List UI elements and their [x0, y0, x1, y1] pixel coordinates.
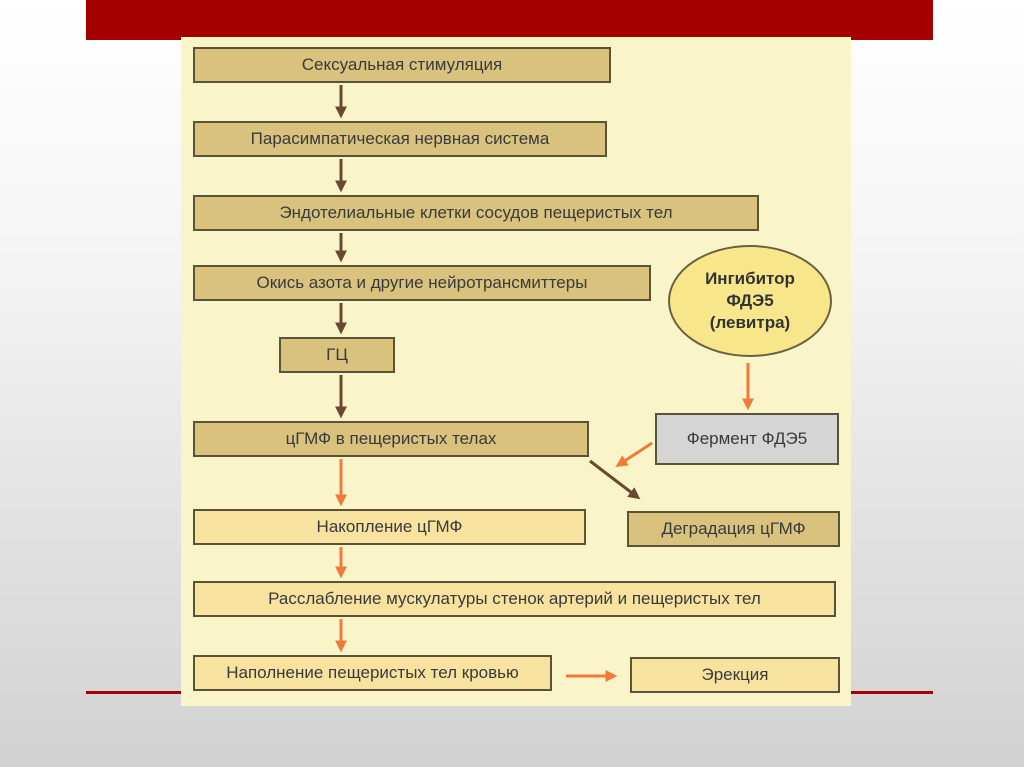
step-endothelial-cells: Эндотелиальные клетки сосудов пещеристых тел: [193, 195, 759, 231]
enzyme-pde5-box: Фермент ФДЭ5: [655, 413, 839, 465]
step-sexual-stimulation: Сексуальная стимуляция: [193, 47, 611, 83]
cgmp-degradation-box: Деградация цГМФ: [627, 511, 840, 547]
step-nitric-oxide: Окись азота и другие нейротрансмиттеры: [193, 265, 651, 301]
step-cgmp-cavernous: цГМФ в пещеристых телах: [193, 421, 589, 457]
step-guanylate-cyclase: ГЦ: [279, 337, 395, 373]
step-parasympathetic-system: Парасимпатическая нервная система: [193, 121, 607, 157]
arrow-enzyme-to-degradation: [620, 443, 652, 464]
erection-box: Эрекция: [630, 657, 840, 693]
inhibitor-target: ФДЭ5: [726, 291, 774, 310]
step-muscle-relaxation: Расслабление мускулатуры стенок артерий и пещеристых тел: [193, 581, 836, 617]
step-blood-filling: Наполнение пещеристых тел кровью: [193, 655, 552, 691]
step-cgmp-accumulation: Накопление цГМФ: [193, 509, 586, 545]
inhibitor-label: Ингибитор: [705, 269, 795, 288]
inhibitor-drug: (левитра): [709, 313, 791, 332]
arrow-to-degradation: [590, 461, 636, 496]
